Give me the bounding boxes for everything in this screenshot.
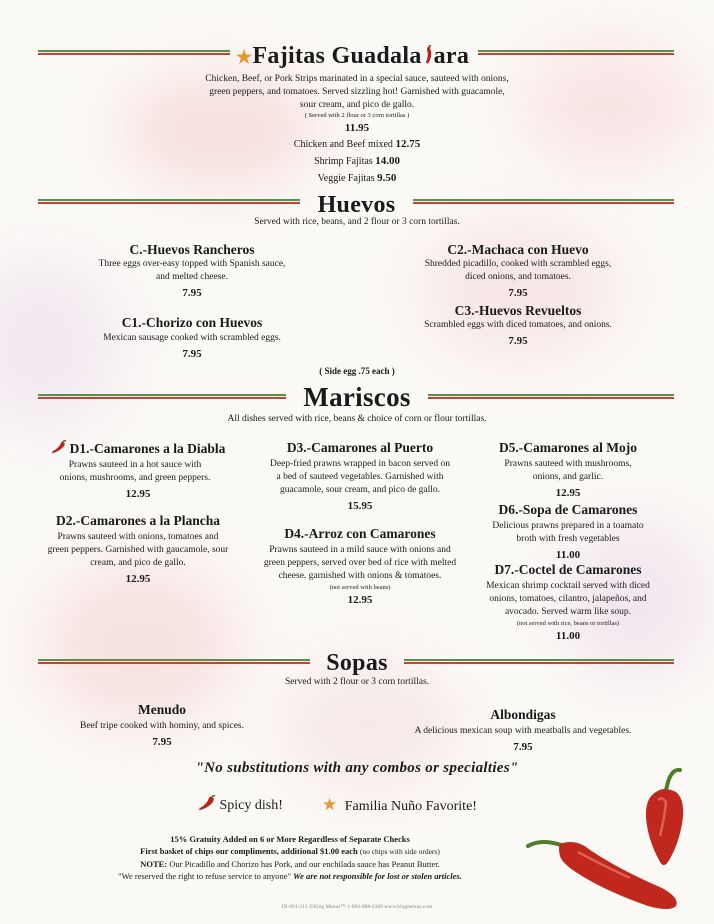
divider-left	[38, 199, 300, 206]
chili-peppers-illustration	[520, 766, 700, 916]
item-description: A delicious mexican soup with meatballs and vegetables.	[414, 726, 632, 736]
menu-item	[468, 562, 668, 642]
sopas-subtitle: Served with 2 flour or 3 corn tortillas.	[284, 677, 430, 687]
no-substitutions-notice: "No substitutions with any combos or specialties"	[195, 760, 519, 776]
item-description: Deep-fried prawns wrapped in bacon served on a bed of sauteed vegetables. Garnished with guacamole, sour cream, and pico de gallo.	[270, 459, 450, 495]
item-name: C3.-Huevos Revueltos	[454, 303, 582, 318]
star-icon: ★	[322, 795, 338, 814]
divider-left	[38, 659, 310, 666]
divider-left	[38, 394, 286, 401]
menu-item	[260, 440, 460, 512]
chili-pepper-icon	[51, 440, 67, 454]
gratuity-note: 15% Gratuity Added on 6 or More Regardless of Separate Checks	[170, 834, 410, 844]
item-name: D3.-Camarones al Puerto	[286, 440, 434, 455]
fajitas-option: Shrimp Fajitas 14.00	[314, 155, 400, 167]
fajitas-description: Chicken, Beef, or Pork Strips marinated in a special sauce, sauteed with onions, green peppers, and tomatoes. Served sizzling hot! Garnished with guacamole, sour cream, and pico de gallo.	[205, 74, 509, 110]
item-price: 7.95	[182, 287, 202, 299]
menu-item	[82, 315, 302, 360]
item-description: Three eggs over-easy topped with Spanish sauce, and melted cheese.	[98, 259, 286, 282]
menu-item	[260, 526, 460, 606]
star-icon: ★	[236, 47, 253, 67]
item-description: Prawns sauteed with onions, tomatoes and green peppers. Garnished with gaucamole, sour cream, and pico de gallo.	[47, 532, 229, 568]
item-name: D7.-Coctel de Camarones	[494, 562, 642, 577]
divider-right	[404, 659, 674, 666]
item-price: 7.95	[182, 348, 202, 360]
item-name: Menudo	[137, 702, 186, 717]
menu-item	[38, 513, 238, 585]
fajitas-title: ★Fajitas Guadala ara	[236, 43, 470, 69]
item-description: Mexican shrimp cocktail served with diced onions, tomatoes, cilantro, jalapeños, and avocado. Served warm like soup.	[486, 581, 650, 617]
sopas-title: Sopas	[326, 650, 388, 676]
menu-item	[82, 242, 302, 299]
item-name: D2.-Camarones a la Plancha	[56, 513, 220, 528]
divider-right	[428, 394, 674, 401]
side-egg-note: ( Side egg .75 each )	[319, 366, 395, 376]
item-price: 15.95	[347, 500, 373, 512]
fajitas-tortilla-note: ( Served with 2 flour or 3 corn tortillas )	[304, 112, 410, 119]
policy-note: "We reserved the right to refuse service to anyone" We are not responsible for lost or stolen articles.	[118, 871, 462, 881]
item-note: (not served with beans)	[329, 584, 391, 591]
menu-item	[52, 702, 272, 748]
item-description: Scrambled eggs with diced tomatoes, and onions.	[424, 320, 612, 330]
allergy-note: NOTE: Our Picadillo and Chorizo has Pork, and our enchilada sauce has Peanut Butter.	[140, 859, 440, 869]
chips-note: First basket of chips our compliments, additional $1.00 each (no chips with side orders)	[140, 846, 440, 856]
huevos-title: Huevos	[317, 192, 396, 218]
item-price: 7.95	[508, 287, 528, 299]
item-description: Prawns sauteed in a hot sauce with onions, mushrooms, and green peppers.	[59, 460, 211, 483]
item-price: 12.95	[555, 487, 581, 499]
item-price: 12.95	[125, 488, 151, 500]
item-name: D5.-Camarones al Mojo	[498, 440, 638, 455]
chili-pepper-icon	[198, 795, 216, 811]
mariscos-title: Mariscos	[303, 382, 411, 412]
item-price: 12.95	[347, 594, 373, 606]
item-description: Shredded picadillo, cooked with scrambled eggs, diced onions, and tomatoes.	[424, 259, 612, 282]
item-description: Prawns sauteed in a mild sauce with onions and green peppers, served over bed of rice with melted cheese. garnished with onions & tomatoes.	[263, 545, 457, 581]
item-name: D6.-Sopa de Camarones	[498, 502, 638, 517]
item-name: Albondigas	[490, 707, 556, 722]
legend-favorite: ★ Familia Nuño Favorite!	[322, 795, 477, 814]
menu-item	[38, 440, 238, 500]
fajitas-option: Veggie Fajitas 9.50	[317, 172, 397, 184]
item-price: 7.95	[513, 741, 533, 753]
item-price: 7.95	[508, 335, 528, 347]
chili-pepper-icon	[422, 45, 434, 65]
printer-credit: IN-091-211 ©King Menus™ 1-800-888-6368 www.kingmenus.com	[281, 904, 433, 910]
item-price: 7.95	[152, 736, 172, 748]
footer	[70, 833, 510, 882]
item-description: Prawns sauteed with mushrooms, onions, and garlic.	[504, 459, 632, 482]
menu-item	[408, 242, 628, 299]
mariscos-subtitle: All dishes served with rice, beans & choice of corn or flour tortillas.	[227, 414, 487, 424]
item-price: 11.00	[555, 549, 581, 561]
fajitas-option: Chicken and Beef mixed 12.75	[293, 138, 421, 150]
item-note: (not served with rice, beans or tortillas)	[516, 620, 620, 627]
menu-item	[468, 502, 668, 561]
huevos-subtitle: Served with rice, beans, and 2 flour or 3 corn tortillas.	[254, 217, 460, 227]
menu-item	[468, 440, 668, 499]
item-name: C.-Huevos Rancheros	[129, 242, 255, 257]
item-name: C2.-Machaca con Huevo	[447, 242, 589, 257]
item-name: D4.-Arroz con Camarones	[284, 526, 436, 541]
item-price: 12.95	[125, 573, 151, 585]
menu-item	[398, 707, 648, 753]
item-description: Mexican sausage cooked with scrambled eggs.	[103, 333, 281, 343]
divider-right	[478, 50, 674, 57]
divider-right	[413, 199, 674, 206]
item-name: D1.-Camarones a la Diabla	[38, 440, 238, 457]
fajitas-price: 11.95	[344, 122, 370, 134]
item-name: C1.-Chorizo con Huevos	[121, 315, 263, 330]
item-description: Delicious prawns prepared in a toamato broth with fresh vegetables	[492, 521, 644, 544]
legend-spicy: Spicy dish!	[198, 795, 283, 814]
divider-left	[38, 50, 230, 57]
item-price: 11.00	[555, 630, 581, 642]
item-description: Beef tripe cooked with hominy, and spices.	[79, 721, 244, 731]
menu-item	[398, 303, 638, 347]
